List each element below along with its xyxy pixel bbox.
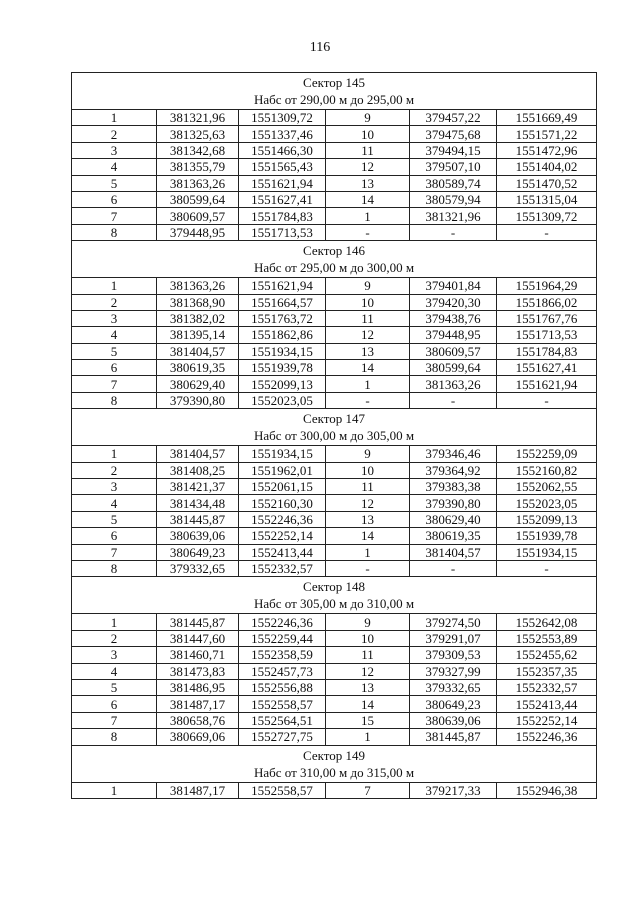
y-coordinate-cell: 1552246,36 [239, 511, 326, 527]
point-number-cell: 12 [326, 327, 410, 343]
point-number-cell: 4 [72, 159, 157, 175]
x-coordinate-cell: 381486,95 [157, 679, 239, 695]
x-coordinate-cell: 379390,80 [410, 495, 497, 511]
y-coordinate-cell: 1551621,94 [239, 175, 326, 191]
y-coordinate-cell: 1551669,49 [497, 110, 597, 126]
point-number-cell: 9 [326, 446, 410, 462]
sector-height-range: Набс от 305,00 м до 310,00 м [253, 596, 415, 612]
point-number-cell: 1 [326, 544, 410, 560]
point-number-cell: 2 [72, 126, 157, 142]
y-coordinate-cell: 1551315,04 [497, 191, 597, 207]
y-coordinate-cell: 1552061,15 [239, 479, 326, 495]
y-coordinate-cell: 1552062,55 [497, 479, 597, 495]
y-coordinate-cell: 1551862,86 [239, 327, 326, 343]
x-coordinate-cell: 381395,14 [157, 327, 239, 343]
x-coordinate-cell: 381447,60 [157, 630, 239, 646]
point-number-cell: 11 [326, 647, 410, 663]
x-coordinate-cell: 379494,15 [410, 142, 497, 158]
y-coordinate-cell: 1551713,53 [497, 327, 597, 343]
y-coordinate-cell: 1551627,41 [497, 360, 597, 376]
point-number-cell: 9 [326, 614, 410, 630]
y-coordinate-cell: 1551939,78 [497, 528, 597, 544]
point-number-cell: 3 [72, 647, 157, 663]
x-coordinate-cell: 379448,95 [157, 224, 239, 240]
point-number-cell: 8 [72, 560, 157, 576]
y-coordinate-cell: 1552413,44 [239, 544, 326, 560]
y-coordinate-cell: 1551404,02 [497, 159, 597, 175]
x-coordinate-cell: 381404,57 [157, 343, 239, 359]
sector-header [72, 745, 597, 782]
point-number-cell: 6 [72, 360, 157, 376]
table-row [72, 663, 597, 679]
table-row [72, 278, 597, 294]
table-row [72, 614, 597, 630]
y-coordinate-cell: 1552642,08 [497, 614, 597, 630]
table-row [72, 495, 597, 511]
table-row [72, 310, 597, 326]
y-coordinate-cell: 1551784,83 [239, 208, 326, 224]
y-coordinate-cell: 1551470,52 [497, 175, 597, 191]
x-coordinate-cell: 379448,95 [410, 327, 497, 343]
table-row [72, 446, 597, 462]
point-number-cell: 5 [72, 175, 157, 191]
point-number-cell: 12 [326, 159, 410, 175]
point-number-cell: 2 [72, 294, 157, 310]
point-number-cell: 1 [326, 729, 410, 745]
point-number-cell: 1 [72, 278, 157, 294]
x-coordinate-cell: 379332,65 [157, 560, 239, 576]
x-coordinate-cell: 379346,46 [410, 446, 497, 462]
y-coordinate-cell: 1552332,57 [497, 679, 597, 695]
point-number-cell: 5 [72, 511, 157, 527]
point-number-cell: 10 [326, 294, 410, 310]
table-row [72, 126, 597, 142]
point-number-cell: 3 [72, 142, 157, 158]
point-number-cell: - [326, 560, 410, 576]
sector-title: Сектор 146 [303, 243, 366, 259]
table-row [72, 224, 597, 240]
point-number-cell: 1 [72, 614, 157, 630]
y-coordinate-cell: 1551472,96 [497, 142, 597, 158]
y-coordinate-cell: 1551934,15 [239, 446, 326, 462]
point-number-cell: 3 [72, 479, 157, 495]
y-coordinate-cell: 1551565,43 [239, 159, 326, 175]
x-coordinate-cell: 381473,83 [157, 663, 239, 679]
y-coordinate-cell: 1551466,30 [239, 142, 326, 158]
x-coordinate-cell: 380619,35 [410, 528, 497, 544]
y-coordinate-cell: 1551784,83 [497, 343, 597, 359]
y-coordinate-cell: 1552160,30 [239, 495, 326, 511]
y-coordinate-cell: 1552252,14 [497, 712, 597, 728]
point-number-cell: 8 [72, 392, 157, 408]
y-coordinate-cell: 1552455,62 [497, 647, 597, 663]
x-coordinate-cell: 380658,76 [157, 712, 239, 728]
table-row [72, 544, 597, 560]
sector-title: Сектор 145 [303, 75, 366, 90]
point-number-cell: 7 [326, 782, 410, 798]
y-coordinate-cell: 1552259,44 [239, 630, 326, 646]
sector-title: Сектор 148 [303, 579, 366, 595]
point-number-cell: 7 [72, 544, 157, 560]
y-coordinate-cell: 1551767,76 [497, 310, 597, 326]
x-coordinate-cell: 379217,33 [410, 782, 497, 798]
y-coordinate-cell: 1552553,89 [497, 630, 597, 646]
y-coordinate-cell: 1552358,59 [239, 647, 326, 663]
x-coordinate-cell: - [410, 392, 497, 408]
y-coordinate-cell: 1551664,57 [239, 294, 326, 310]
point-number-cell: 11 [326, 479, 410, 495]
point-number-cell: 6 [72, 191, 157, 207]
point-number-cell: 1 [72, 110, 157, 126]
table-row [72, 729, 597, 745]
x-coordinate-cell: 381487,17 [157, 782, 239, 798]
x-coordinate-cell: 379457,22 [410, 110, 497, 126]
x-coordinate-cell: 381325,63 [157, 126, 239, 142]
y-coordinate-cell: 1552023,05 [239, 392, 326, 408]
x-coordinate-cell: 380629,40 [157, 376, 239, 392]
sector-header [72, 241, 597, 278]
point-number-cell: 11 [326, 310, 410, 326]
point-number-cell: 5 [72, 679, 157, 695]
point-number-cell: 1 [326, 208, 410, 224]
x-coordinate-cell: 380599,64 [410, 360, 497, 376]
table-row [72, 360, 597, 376]
sector-height-range: Набс от 290,00 м до 295,00 м [253, 92, 415, 107]
y-coordinate-cell: 1552457,73 [239, 663, 326, 679]
table-row [72, 782, 597, 798]
x-coordinate-cell: 381421,37 [157, 479, 239, 495]
point-number-cell: 1 [72, 446, 157, 462]
y-coordinate-cell: 1552413,44 [497, 696, 597, 712]
table-row [72, 511, 597, 527]
point-number-cell: 5 [72, 343, 157, 359]
x-coordinate-cell: 379438,76 [410, 310, 497, 326]
table-row [72, 208, 597, 224]
y-coordinate-cell: 1551763,72 [239, 310, 326, 326]
point-number-cell: 11 [326, 142, 410, 158]
y-coordinate-cell: 1551934,15 [497, 544, 597, 560]
y-coordinate-cell: 1551337,46 [239, 126, 326, 142]
x-coordinate-cell: 379364,92 [410, 462, 497, 478]
y-coordinate-cell: 1552946,38 [497, 782, 597, 798]
y-coordinate-cell: - [497, 392, 597, 408]
x-coordinate-cell: 379507,10 [410, 159, 497, 175]
table-row [72, 679, 597, 695]
point-number-cell: 4 [72, 495, 157, 511]
sector-header-row [72, 241, 597, 278]
point-number-cell: 12 [326, 495, 410, 511]
table-row [72, 712, 597, 728]
sector-height-range: Набс от 300,00 м до 305,00 м [253, 428, 415, 444]
x-coordinate-cell: 379309,53 [410, 647, 497, 663]
table-row [72, 392, 597, 408]
y-coordinate-cell: 1552246,36 [239, 614, 326, 630]
x-coordinate-cell: 380629,40 [410, 511, 497, 527]
point-number-cell: 4 [72, 663, 157, 679]
x-coordinate-cell: 379332,65 [410, 679, 497, 695]
sector-title: Сектор 147 [303, 411, 366, 427]
y-coordinate-cell: 1552246,36 [497, 729, 597, 745]
point-number-cell: 10 [326, 462, 410, 478]
y-coordinate-cell: 1552160,82 [497, 462, 597, 478]
coordinates-table [71, 72, 597, 799]
x-coordinate-cell: 380649,23 [157, 544, 239, 560]
x-coordinate-cell: 381382,02 [157, 310, 239, 326]
x-coordinate-cell: 381404,57 [157, 446, 239, 462]
y-coordinate-cell: 1551621,94 [497, 376, 597, 392]
x-coordinate-cell: 379390,80 [157, 392, 239, 408]
y-coordinate-cell: 1552357,35 [497, 663, 597, 679]
y-coordinate-cell: 1551866,02 [497, 294, 597, 310]
y-coordinate-cell: 1552023,05 [497, 495, 597, 511]
table-row [72, 191, 597, 207]
sector-header [72, 409, 597, 446]
x-coordinate-cell: 380579,94 [410, 191, 497, 207]
table-row [72, 479, 597, 495]
y-coordinate-cell: - [497, 224, 597, 240]
x-coordinate-cell: 379291,07 [410, 630, 497, 646]
y-coordinate-cell: 1551964,29 [497, 278, 597, 294]
y-coordinate-cell: 1551939,78 [239, 360, 326, 376]
x-coordinate-cell: 381408,25 [157, 462, 239, 478]
point-number-cell: - [326, 224, 410, 240]
x-coordinate-cell: 381434,48 [157, 495, 239, 511]
point-number-cell: 14 [326, 696, 410, 712]
table-row [72, 343, 597, 359]
y-coordinate-cell: 1552558,57 [239, 782, 326, 798]
x-coordinate-cell: 379274,50 [410, 614, 497, 630]
y-coordinate-cell: 1551309,72 [239, 110, 326, 126]
point-number-cell: 1 [326, 376, 410, 392]
y-coordinate-cell: 1552252,14 [239, 528, 326, 544]
table-row [72, 294, 597, 310]
x-coordinate-cell: 379475,68 [410, 126, 497, 142]
y-coordinate-cell: 1551571,22 [497, 126, 597, 142]
x-coordinate-cell: 381363,26 [157, 278, 239, 294]
x-coordinate-cell: 380639,06 [157, 528, 239, 544]
y-coordinate-cell: 1552564,51 [239, 712, 326, 728]
y-coordinate-cell: 1552556,88 [239, 679, 326, 695]
x-coordinate-cell: 380619,35 [157, 360, 239, 376]
point-number-cell: 15 [326, 712, 410, 728]
point-number-cell: 13 [326, 679, 410, 695]
sector-header-row [72, 73, 597, 110]
table-row [72, 110, 597, 126]
x-coordinate-cell: 380669,06 [157, 729, 239, 745]
y-coordinate-cell: 1551934,15 [239, 343, 326, 359]
y-coordinate-cell: 1552099,13 [497, 511, 597, 527]
point-number-cell: 3 [72, 310, 157, 326]
point-number-cell: 6 [72, 696, 157, 712]
table-row [72, 376, 597, 392]
x-coordinate-cell: 381445,87 [157, 511, 239, 527]
y-coordinate-cell: 1552727,75 [239, 729, 326, 745]
sector-header [72, 577, 597, 614]
point-number-cell: 14 [326, 360, 410, 376]
table-row [72, 462, 597, 478]
sector-height-range: Набс от 295,00 м до 300,00 м [253, 260, 415, 276]
point-number-cell: 13 [326, 175, 410, 191]
x-coordinate-cell: 381363,26 [410, 376, 497, 392]
y-coordinate-cell: 1551627,41 [239, 191, 326, 207]
x-coordinate-cell: 380609,57 [410, 343, 497, 359]
y-coordinate-cell: 1552099,13 [239, 376, 326, 392]
x-coordinate-cell: 381368,90 [157, 294, 239, 310]
point-number-cell: 6 [72, 528, 157, 544]
x-coordinate-cell: 379401,84 [410, 278, 497, 294]
x-coordinate-cell: - [410, 560, 497, 576]
table-row [72, 159, 597, 175]
x-coordinate-cell: 379420,30 [410, 294, 497, 310]
y-coordinate-cell: 1551962,01 [239, 462, 326, 478]
point-number-cell: 10 [326, 126, 410, 142]
x-coordinate-cell: 381404,57 [410, 544, 497, 560]
sector-header-row [72, 745, 597, 782]
y-coordinate-cell: 1552332,57 [239, 560, 326, 576]
x-coordinate-cell: 380609,57 [157, 208, 239, 224]
sector-title: Сектор 149 [303, 747, 366, 763]
point-number-cell: 14 [326, 528, 410, 544]
x-coordinate-cell: 380639,06 [410, 712, 497, 728]
point-number-cell: 7 [72, 376, 157, 392]
x-coordinate-cell: 380589,74 [410, 175, 497, 191]
table-row [72, 528, 597, 544]
sector-header-row [72, 577, 597, 614]
point-number-cell: 12 [326, 663, 410, 679]
point-number-cell: 8 [72, 729, 157, 745]
x-coordinate-cell: 379383,38 [410, 479, 497, 495]
x-coordinate-cell: 381321,96 [157, 110, 239, 126]
x-coordinate-cell: 381342,68 [157, 142, 239, 158]
table-row [72, 327, 597, 343]
point-number-cell: 8 [72, 224, 157, 240]
point-number-cell: 7 [72, 712, 157, 728]
point-number-cell: 13 [326, 343, 410, 359]
y-coordinate-cell: - [497, 560, 597, 576]
x-coordinate-cell: 381460,71 [157, 647, 239, 663]
y-coordinate-cell: 1552558,57 [239, 696, 326, 712]
sector-header [72, 73, 597, 110]
point-number-cell: 9 [326, 278, 410, 294]
point-number-cell: 1 [72, 782, 157, 798]
x-coordinate-cell: 379327,99 [410, 663, 497, 679]
point-number-cell: 2 [72, 630, 157, 646]
table-row [72, 560, 597, 576]
x-coordinate-cell: 381445,87 [157, 614, 239, 630]
y-coordinate-cell: 1551621,94 [239, 278, 326, 294]
table-row [72, 175, 597, 191]
point-number-cell: 7 [72, 208, 157, 224]
x-coordinate-cell: 380649,23 [410, 696, 497, 712]
table-row [72, 696, 597, 712]
sector-header-row [72, 409, 597, 446]
point-number-cell: 2 [72, 462, 157, 478]
sector-height-range: Набс от 310,00 м до 315,00 м [253, 764, 415, 780]
x-coordinate-cell: 381487,17 [157, 696, 239, 712]
point-number-cell: - [326, 392, 410, 408]
x-coordinate-cell: 381445,87 [410, 729, 497, 745]
y-coordinate-cell: 1552259,09 [497, 446, 597, 462]
x-coordinate-cell: 381363,26 [157, 175, 239, 191]
table-row [72, 647, 597, 663]
table-row [72, 142, 597, 158]
point-number-cell: 13 [326, 511, 410, 527]
x-coordinate-cell: - [410, 224, 497, 240]
page-number: 116 [309, 40, 331, 55]
x-coordinate-cell: 380599,64 [157, 191, 239, 207]
y-coordinate-cell: 1551713,53 [239, 224, 326, 240]
point-number-cell: 14 [326, 191, 410, 207]
point-number-cell: 9 [326, 110, 410, 126]
y-coordinate-cell: 1551309,72 [497, 208, 597, 224]
point-number-cell: 4 [72, 327, 157, 343]
x-coordinate-cell: 381355,79 [157, 159, 239, 175]
x-coordinate-cell: 381321,96 [410, 208, 497, 224]
point-number-cell: 10 [326, 630, 410, 646]
table-row [72, 630, 597, 646]
